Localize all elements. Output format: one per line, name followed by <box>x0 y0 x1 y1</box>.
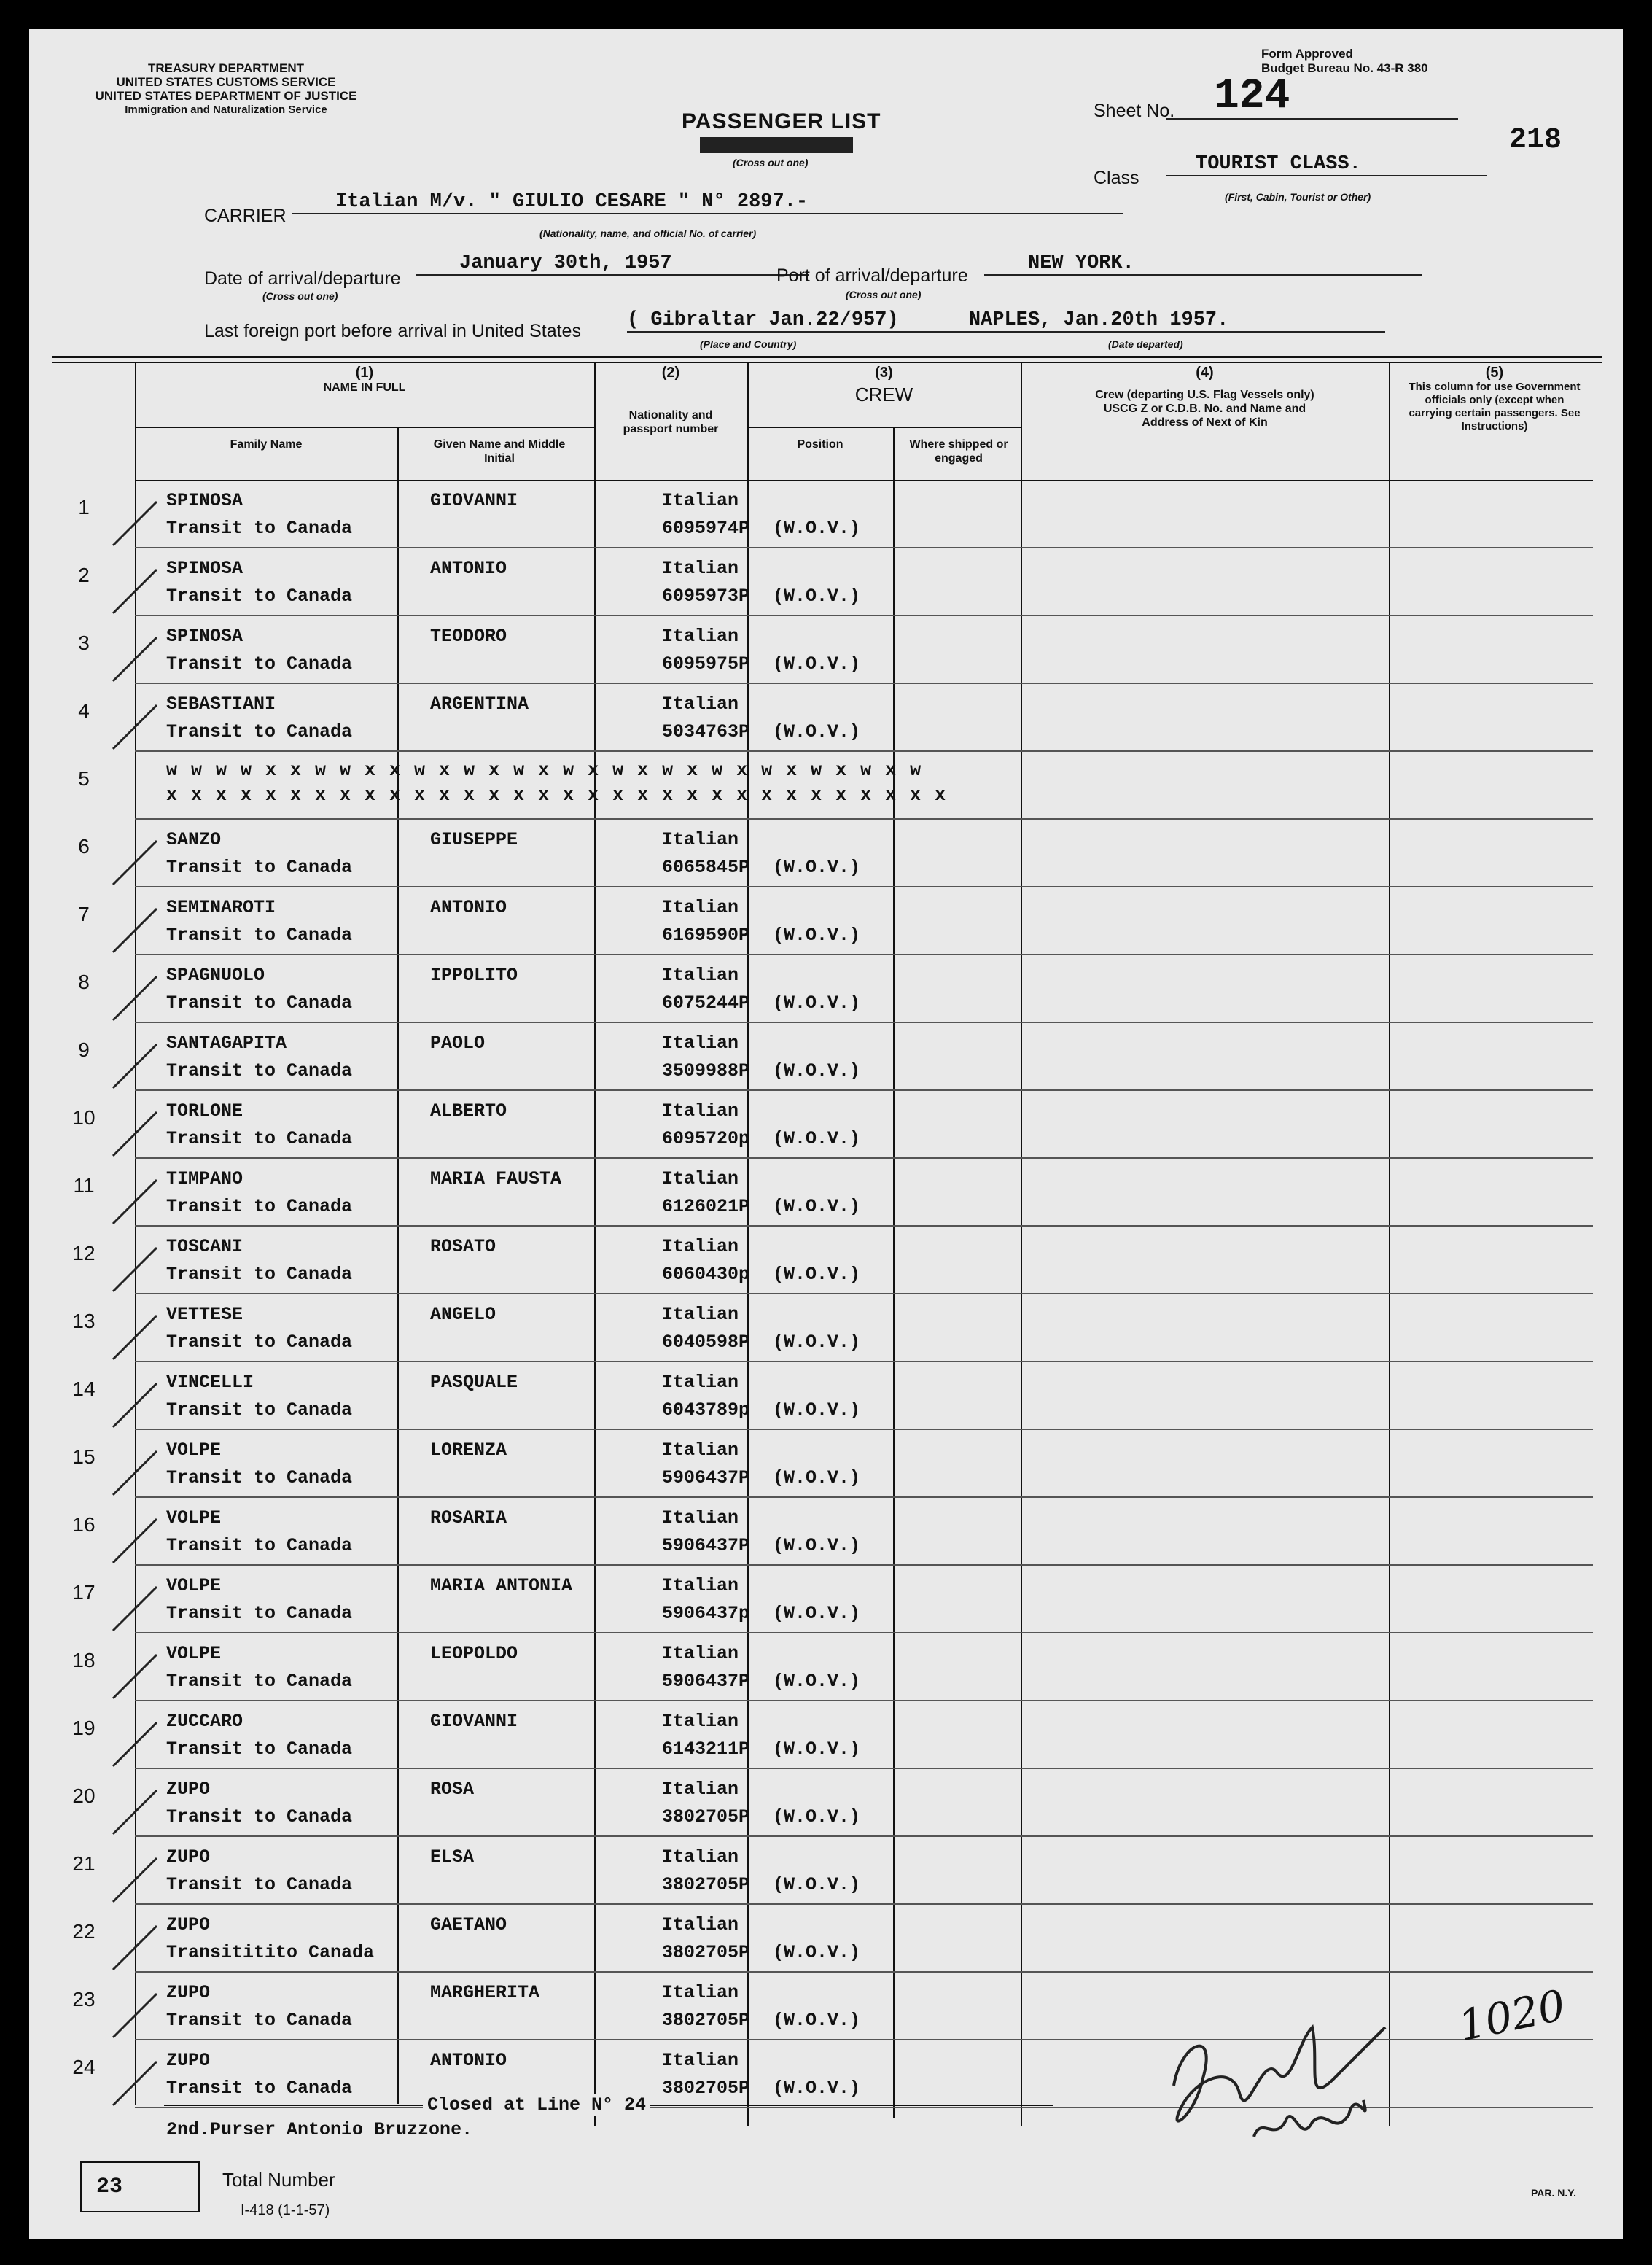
row-divider <box>135 954 1593 955</box>
transit-note: Transit to Canada <box>166 1467 353 1488</box>
crew-note: (W.O.V.) <box>773 721 861 742</box>
row-number: 23 <box>72 1988 96 2010</box>
given-name: PASQUALE <box>430 1372 518 1393</box>
given-name: ALBERTO <box>430 1100 507 1122</box>
nationality: Italian <box>662 1033 739 1054</box>
cross-out-hint: (Cross out one) <box>262 290 338 302</box>
crew-note: (W.O.V.) <box>773 653 861 675</box>
family-name: VOLPE <box>166 1643 222 1664</box>
crossed-out-row <box>29 753 1623 818</box>
table-row <box>29 1838 1623 1903</box>
check-mark-icon <box>98 1165 215 1231</box>
row-divider <box>135 818 1593 820</box>
row-divider <box>135 1361 1593 1362</box>
passport-number: 6095974P <box>662 518 750 539</box>
family-name: VINCELLI <box>166 1372 254 1393</box>
row-number: 22 <box>72 1920 96 1943</box>
nationality: Italian <box>662 1779 739 1800</box>
row-number: 1 <box>78 496 90 518</box>
date-label: Date of arrival/departure <box>204 268 401 289</box>
given-name: ROSARIA <box>430 1507 507 1528</box>
transit-note: Transit to Canada <box>166 1806 353 1827</box>
nationality: Italian <box>662 1846 739 1868</box>
row-number: 20 <box>72 1784 96 1807</box>
check-mark-icon <box>98 1097 215 1163</box>
crew-note: (W.O.V.) <box>773 2078 861 2099</box>
passport-number: 5906437p <box>662 1603 750 1624</box>
given-name: TEODORO <box>430 626 507 647</box>
given-name: LEOPOLDO <box>430 1643 518 1664</box>
transit-note: Transit to Canada <box>166 2078 353 2099</box>
row-number: 15 <box>72 1445 96 1468</box>
family-name: TIMPANO <box>166 1168 243 1189</box>
crossed-out-word <box>700 137 853 153</box>
purser-name: 2nd.Purser Antonio Bruzzone. <box>166 2119 473 2140</box>
transit-note: Transit to Canada <box>166 721 353 742</box>
given-name: ANTONIO <box>430 2050 507 2071</box>
nationality: Italian <box>662 965 739 986</box>
transit-note: Transit to Canada <box>166 1738 353 1760</box>
nationality: Italian <box>662 694 739 715</box>
nationality: Italian <box>662 1372 739 1393</box>
agency-line: TREASURY DEPARTMENT <box>147 61 305 75</box>
handwritten-total: 1020 <box>1454 1980 1570 2051</box>
check-mark-icon <box>98 623 215 688</box>
check-mark-icon <box>98 691 215 756</box>
row-divider <box>135 750 1593 752</box>
transit-note: Transit to Canada <box>166 1671 353 1692</box>
row-number: 7 <box>78 903 90 925</box>
passport-number: 6095973P <box>662 586 750 607</box>
transit-note: Transit to Canada <box>166 586 353 607</box>
passport-number: 6143211P <box>662 1738 750 1760</box>
family-name: SPINOSA <box>166 490 243 511</box>
row-divider <box>135 1632 1593 1633</box>
row-number: 3 <box>78 632 90 654</box>
transit-note: Transit to Canada <box>166 1535 353 1556</box>
transit-note: Transit to Canada <box>166 1196 353 1217</box>
passport-number: 5906437P <box>662 1467 750 1488</box>
stamp-number: 218 <box>1509 124 1562 157</box>
row-number: 18 <box>72 1649 96 1671</box>
family-name: SANZO <box>166 829 222 850</box>
passport-number: 6065845P <box>662 857 750 878</box>
col3-num: (3) <box>875 365 893 381</box>
nationality: Italian <box>662 490 739 511</box>
row-number: 19 <box>72 1717 96 1739</box>
passenger-rows <box>29 481 1623 2115</box>
table-row <box>29 1295 1623 1361</box>
table-row <box>29 888 1623 954</box>
transit-note: Transit to Canada <box>166 1603 353 1624</box>
given-name: GIOVANNI <box>430 490 518 511</box>
nationality: Italian <box>662 1914 739 1935</box>
family-name: VETTESE <box>166 1304 243 1325</box>
crew-note: (W.O.V.) <box>773 1060 861 1081</box>
given-name: ROSATO <box>430 1236 496 1257</box>
agency-line: Immigration and Naturalization Service <box>125 104 327 116</box>
check-mark-icon <box>98 1776 215 1841</box>
given-name: MARIA FAUSTA <box>430 1168 562 1189</box>
given-name: MARIA ANTONIA <box>430 1575 573 1596</box>
nationality: Italian <box>662 2050 739 2071</box>
carrier-value: Italian M/v. " GIULIO CESARE " N° 2897.- <box>292 191 1123 214</box>
row-divider <box>135 1971 1593 1973</box>
table-row <box>29 481 1623 547</box>
passport-number: 6075244P <box>662 992 750 1014</box>
row-number: 11 <box>73 1174 95 1197</box>
check-mark-icon <box>98 2047 215 2113</box>
row-number: 14 <box>72 1378 96 1400</box>
table-row <box>29 685 1623 750</box>
family-name: SPINOSA <box>166 626 243 647</box>
closed-at-line: Closed at Line N° 24 <box>423 2094 650 2116</box>
agency-line: UNITED STATES CUSTOMS SERVICE <box>116 75 336 89</box>
nationality: Italian <box>662 558 739 579</box>
table-row <box>29 1024 1623 1089</box>
passport-number: 5906437P <box>662 1535 750 1556</box>
row-number: 16 <box>72 1513 96 1536</box>
check-mark-icon <box>98 1572 215 1638</box>
check-mark-icon <box>98 1911 215 1977</box>
table-row <box>29 1499 1623 1564</box>
last-port-value: ( Gibraltar Jan.22/957) <box>627 309 899 331</box>
transit-note: Transit to Canada <box>166 857 353 878</box>
given-name: ANTONIO <box>430 897 507 918</box>
crew-note: (W.O.V.) <box>773 1332 861 1353</box>
crew-note: (W.O.V.) <box>773 2010 861 2031</box>
col1-title: NAME IN FULL <box>323 381 406 394</box>
table-row <box>29 1363 1623 1429</box>
row-number: 9 <box>78 1038 90 1061</box>
table-top-rule-2 <box>52 362 1602 363</box>
row-number: 5 <box>78 767 90 790</box>
col5-num: (5) <box>1485 365 1504 381</box>
nationality: Italian <box>662 1304 739 1325</box>
check-mark-icon <box>98 487 215 553</box>
nationality: Italian <box>662 829 739 850</box>
date-departed-hint: (Date departed) <box>1108 338 1183 350</box>
row-number: 17 <box>72 1581 96 1604</box>
row-divider <box>135 615 1593 616</box>
transit-note: Transit to Canada <box>166 653 353 675</box>
check-mark-icon <box>98 1301 215 1367</box>
check-mark-icon <box>98 1030 215 1095</box>
passport-number: 3802705P <box>662 1874 750 1895</box>
nationality: Italian <box>662 1168 739 1189</box>
family-name: ZUPO <box>166 1914 211 1935</box>
row-divider <box>135 1293 1593 1294</box>
row-divider <box>135 1225 1593 1227</box>
check-mark-icon <box>98 826 215 892</box>
col4-num: (4) <box>1196 365 1214 381</box>
cross-out-hint: (Cross out one) <box>846 289 922 300</box>
crossed-line: x x x x x x x x x x x x x x x x x x x x x x x x x x x x x x x x <box>166 785 948 806</box>
row-divider <box>135 1903 1593 1905</box>
family-name: SPAGNUOLO <box>166 965 265 986</box>
col3-title: CREW <box>854 384 913 405</box>
given-name: LORENZA <box>430 1440 507 1461</box>
crew-note: (W.O.V.) <box>773 1942 861 1963</box>
row-number: 10 <box>72 1106 96 1129</box>
given-name: IPPOLITO <box>430 965 518 986</box>
check-mark-icon <box>98 1708 215 1773</box>
port-value: NEW YORK. <box>984 252 1422 276</box>
row-divider <box>135 1564 1593 1566</box>
crew-note: (W.O.V.) <box>773 1535 861 1556</box>
transit-note: Transit to Canada <box>166 1874 353 1895</box>
table-row <box>29 549 1623 615</box>
sheet-label: Sheet No. <box>1094 101 1175 121</box>
row-divider <box>135 1157 1593 1159</box>
given-name: ROSA <box>430 1779 475 1800</box>
row-divider <box>135 1700 1593 1701</box>
row-divider <box>135 1089 1593 1091</box>
check-mark-icon <box>98 1437 215 1502</box>
passport-number: 5034763P <box>662 721 750 742</box>
handwritten-signature <box>1152 1998 1458 2166</box>
crew-note: (W.O.V.) <box>773 992 861 1014</box>
nationality: Italian <box>662 1575 739 1596</box>
carrier-hint: (Nationality, name, and official No. of carrier) <box>539 228 757 239</box>
crew-note: (W.O.V.) <box>773 1399 861 1421</box>
passport-number: 6095720p <box>662 1128 750 1149</box>
family-name: SPINOSA <box>166 558 243 579</box>
row-number: 4 <box>78 699 90 722</box>
nationality: Italian <box>662 1507 739 1528</box>
nationality: Italian <box>662 1711 739 1732</box>
carrier-label: CARRIER <box>204 206 287 226</box>
transit-note: Transit to Canada <box>166 1128 353 1149</box>
table-row <box>29 1905 1623 1971</box>
transit-note: Transit to Canada <box>166 1264 353 1285</box>
last-port-line <box>627 309 1385 333</box>
sheet-number: 124 <box>1214 73 1290 120</box>
port-label: Port of arrival/departure <box>776 265 968 286</box>
given-name: GAETANO <box>430 1914 507 1935</box>
family-name: SEBASTIANI <box>166 694 276 715</box>
passport-number: 3802705P <box>662 2010 750 2031</box>
given-name: ARGENTINA <box>430 694 529 715</box>
given-name: MARGHERITA <box>430 1982 540 2003</box>
crew-note: (W.O.V.) <box>773 857 861 878</box>
passport-number: 3509988P <box>662 1060 750 1081</box>
row-divider <box>135 1022 1593 1023</box>
given-name: GIOVANNI <box>430 1711 518 1732</box>
given-name: ANTONIO <box>430 558 507 579</box>
agency-line: UNITED STATES DEPARTMENT OF JUSTICE <box>95 89 357 103</box>
passport-number: 6169590P <box>662 925 750 946</box>
nationality: Italian <box>662 1100 739 1122</box>
table-row <box>29 1702 1623 1768</box>
table-row <box>29 1566 1623 1632</box>
family-name: ZUCCARO <box>166 1711 243 1732</box>
row-divider <box>135 547 1593 548</box>
check-mark-icon <box>98 894 215 960</box>
where-shipped-header: Where shipped or engaged <box>909 438 1008 465</box>
date-value: January 30th, 1957 <box>416 252 809 276</box>
check-mark-icon <box>98 1844 215 1909</box>
form-number: I-418 (1-1-57) <box>241 2202 330 2218</box>
given-name: ELSA <box>430 1846 475 1868</box>
transit-note: Transit to Canada <box>166 518 353 539</box>
cross-out-hint: (Cross out one) <box>733 157 809 168</box>
passport-number: 6043789p <box>662 1399 750 1421</box>
row-divider <box>135 1429 1593 1430</box>
given-name: PAOLO <box>430 1033 486 1054</box>
family-name: VOLPE <box>166 1575 222 1596</box>
transit-note: Transit to Canada <box>166 1332 353 1353</box>
sheet-line <box>1166 118 1458 120</box>
row-divider <box>135 1835 1593 1837</box>
nationality: Italian <box>662 1236 739 1257</box>
row-divider <box>135 1768 1593 1769</box>
transit-note: Transit to Canada <box>166 1399 353 1421</box>
nationality: Italian <box>662 1643 739 1664</box>
crew-note: (W.O.V.) <box>773 1467 861 1488</box>
transit-note: Transititito Canada <box>166 1942 375 1963</box>
total-label: Total Number <box>222 2169 335 2191</box>
crew-note: (W.O.V.) <box>773 1806 861 1827</box>
table-row <box>29 1770 1623 1835</box>
family-name: ZUPO <box>166 1779 211 1800</box>
family-name-header: Family Name <box>230 438 303 451</box>
passport-number: 6126021P <box>662 1196 750 1217</box>
family-name: SANTAGAPITA <box>166 1033 287 1054</box>
passport-number: 6060430p <box>662 1264 750 1285</box>
nationality: Italian <box>662 1440 739 1461</box>
nationality: Italian <box>662 1982 739 2003</box>
form-approved: Form Approved <box>1261 47 1353 61</box>
crew-note: (W.O.V.) <box>773 586 861 607</box>
crew-note: (W.O.V.) <box>773 1874 861 1895</box>
row-number: 13 <box>72 1310 96 1332</box>
check-mark-icon <box>98 1233 215 1299</box>
check-mark-icon <box>98 1369 215 1434</box>
table-row <box>29 1227 1623 1293</box>
crew-note: (W.O.V.) <box>773 1196 861 1217</box>
transit-note: Transit to Canada <box>166 1060 353 1081</box>
transit-note: Transit to Canada <box>166 2010 353 2031</box>
budget-bureau: Budget Bureau No. 43-R 380 <box>1261 61 1428 75</box>
row-divider <box>135 1496 1593 1498</box>
check-mark-icon <box>98 1504 215 1570</box>
class-label: Class <box>1094 168 1139 188</box>
nationality: Italian <box>662 626 739 647</box>
row-divider <box>135 683 1593 684</box>
col2-title: Nationality and passport number <box>623 409 719 435</box>
crew-subrule <box>747 427 1021 428</box>
name-subrule <box>135 427 594 428</box>
check-mark-icon <box>98 555 215 621</box>
col5-title: This column for use Government officials only (except when carrying certain passengers. See Instructions) <box>1409 381 1581 432</box>
family-name: ZUPO <box>166 2050 211 2071</box>
row-number: 24 <box>72 2056 96 2078</box>
passport-number: 3802705P <box>662 1806 750 1827</box>
transit-note: Transit to Canada <box>166 925 353 946</box>
crew-note: (W.O.V.) <box>773 1264 861 1285</box>
check-mark-icon <box>98 1979 215 2045</box>
table-row <box>29 820 1623 886</box>
agency-block <box>73 61 379 117</box>
table-row <box>29 1159 1623 1225</box>
position-header: Position <box>797 438 843 451</box>
family-name: VOLPE <box>166 1507 222 1528</box>
crew-note: (W.O.V.) <box>773 925 861 946</box>
last-port-label: Last foreign port before arrival in United States <box>204 321 581 341</box>
class-hint: (First, Cabin, Tourist or Other) <box>1225 191 1371 203</box>
family-name: VOLPE <box>166 1440 222 1461</box>
row-divider <box>135 886 1593 887</box>
crew-note: (W.O.V.) <box>773 1128 861 1149</box>
crew-note: (W.O.V.) <box>773 518 861 539</box>
place-hint: (Place and Country) <box>700 338 797 350</box>
passport-number: 3802705P <box>662 2078 750 2099</box>
row-number: 21 <box>72 1852 96 1875</box>
class-value: TOURIST CLASS. <box>1166 153 1487 176</box>
family-name: TOSCANI <box>166 1236 243 1257</box>
check-mark-icon <box>98 1640 215 1706</box>
col4-title: Crew (departing U.S. Flag Vessels only) USCG Z or C.D.B. No. and Name and Address of Next of Kin <box>1095 389 1314 429</box>
family-name: ZUPO <box>166 1846 211 1868</box>
passport-number: 3802705P <box>662 1942 750 1963</box>
table-row <box>29 956 1623 1022</box>
printer-mark: PAR. N.Y. <box>1531 2187 1576 2199</box>
total-box <box>80 2161 200 2212</box>
transit-note: Transit to Canada <box>166 992 353 1014</box>
passport-number: 5906437P <box>662 1671 750 1692</box>
row-number: 6 <box>78 835 90 858</box>
check-mark-icon <box>98 962 215 1027</box>
crossed-line: w w w w x x w w x x w x w x w x w x w x w x w x w x w x w x w <box>166 760 923 781</box>
given-name: ANGELO <box>430 1304 496 1325</box>
given-name: GIUSEPPE <box>430 829 518 850</box>
passenger-list-document <box>29 29 1623 2239</box>
given-name-header: Given Name and Middle Initial <box>433 438 566 465</box>
row-number: 8 <box>78 971 90 993</box>
family-name: SEMINAROTI <box>166 897 276 918</box>
crew-note: (W.O.V.) <box>773 1671 861 1692</box>
crew-note: (W.O.V.) <box>773 1738 861 1760</box>
family-name: ZUPO <box>166 1982 211 2003</box>
table-row <box>29 1092 1623 1157</box>
departed-value: NAPLES, Jan.20th 1957. <box>968 309 1229 331</box>
table-row <box>29 1634 1623 1700</box>
table-top-rule <box>52 356 1602 358</box>
total-value: 23 <box>96 2175 123 2199</box>
passport-number: 6040598P <box>662 1332 750 1353</box>
row-number: 2 <box>78 564 90 586</box>
table-row <box>29 617 1623 683</box>
col2-num: (2) <box>661 365 680 381</box>
row-number: 12 <box>72 1242 96 1264</box>
nationality: Italian <box>662 897 739 918</box>
page-title: PASSENGER LIST <box>682 109 881 133</box>
col1-num: (1) <box>355 365 374 381</box>
crew-note: (W.O.V.) <box>773 1603 861 1624</box>
passport-number: 6095975P <box>662 653 750 675</box>
family-name: TORLONE <box>166 1100 243 1122</box>
table-row <box>29 1431 1623 1496</box>
